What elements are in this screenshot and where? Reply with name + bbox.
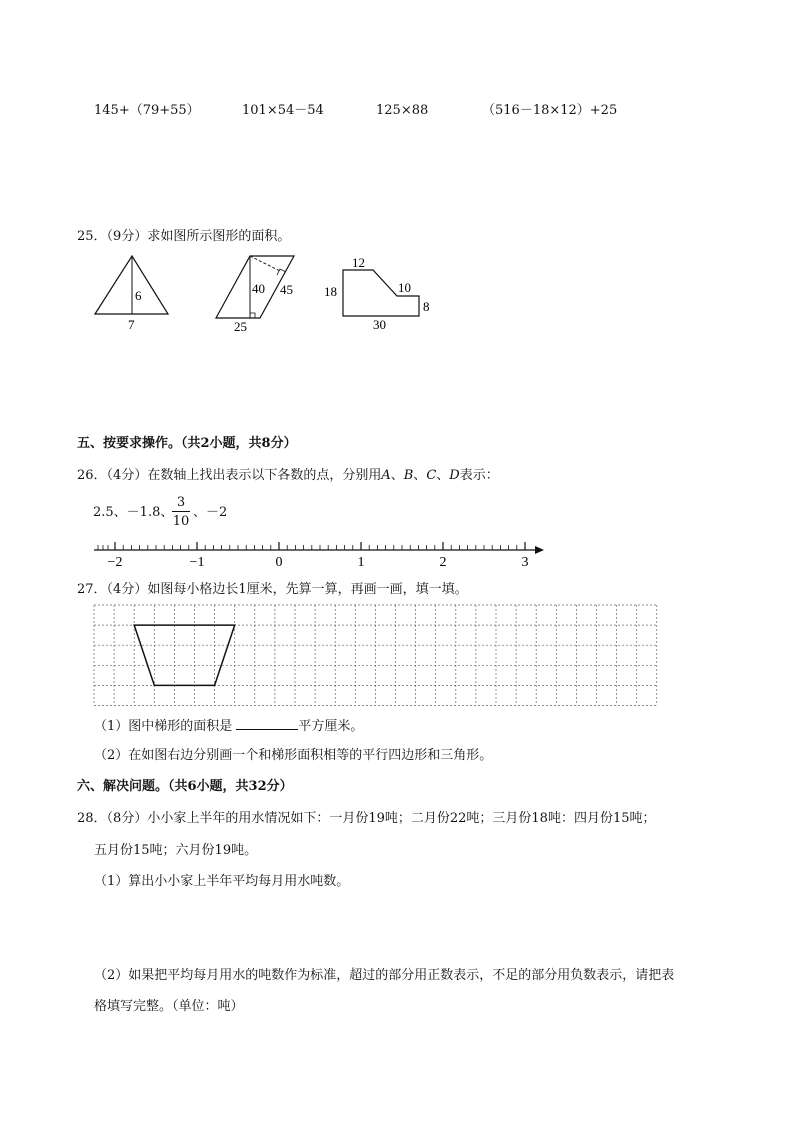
composite-right-label: 8 [423, 299, 430, 314]
q26-title: 26．（4分）在数轴上找出表示以下各数的点，分别用A、B、C、D表示： [77, 468, 499, 483]
section6-heading: 六、解决问题。（共6小题，共32分） [77, 779, 293, 794]
q26-numbers-prefix: 2.5、－1.8、 [93, 505, 174, 520]
q28-sub2-line2: 格填写完整。（单位：吨） [94, 999, 244, 1014]
q25-title: 25．（9分）求如图所示图形的面积。 [77, 229, 291, 244]
q27-sub1-prefix: （1）图中梯形的面积是 [94, 719, 233, 734]
q26-title-prefix: 26．（4分）在数轴上找出表示以下各数的点，分别用 [77, 468, 382, 483]
section5-heading: 五、按要求操作。（共2小题，共8分） [77, 436, 297, 451]
number-line-label: −1 [189, 555, 205, 570]
number-line-label: 2 [439, 555, 447, 570]
q25-figures [0, 250, 794, 350]
composite-figure [324, 255, 430, 332]
q26-letter-a: A [381, 468, 391, 483]
q26-letter-c: C [426, 468, 437, 483]
parallelogram-figure [216, 256, 294, 334]
triangle-height-label: 6 [135, 288, 142, 303]
trapezoid-shape [134, 625, 235, 685]
q26-numbers-suffix: 、－2 [193, 505, 228, 520]
number-line-arrow [535, 546, 544, 554]
calc-item-2: 101×54－54 [242, 103, 324, 118]
composite-bottom-label: 30 [373, 317, 386, 332]
q26-fraction-numerator: 3 [176, 495, 186, 510]
composite-left-label: 18 [324, 284, 337, 299]
number-line-label: 3 [521, 555, 529, 570]
q28-sub1: （1）算出小小家上半年平均每月用水吨数。 [94, 874, 350, 889]
parallelogram-base-label: 25 [234, 319, 247, 334]
q28-line2: 五月份15吨；六月份19吨。 [94, 843, 258, 858]
composite-top-label: 12 [352, 255, 365, 270]
q27-answer-blank[interactable] [236, 718, 298, 730]
q28-sub2-line1: （2）如果把平均每月用水的吨数作为标准，超过的部分用正数表示，不足的部分用负数表示，请把表 [94, 968, 675, 983]
q26-fraction-bar [172, 511, 190, 512]
q27-title: 27．（4分）如图每小格边长1厘米，先算一算，再画一画，填一填。 [77, 582, 468, 597]
q28-line1: 28．（8分）小小家上半年的用水情况如下：一月份19吨；二月份22吨；三月份18吨：四月份15吨； [77, 811, 656, 826]
number-line-label: 0 [275, 555, 283, 570]
q27-grid [0, 600, 794, 710]
triangle-figure [95, 256, 168, 332]
q26-letter-d: D [449, 468, 460, 483]
q27-sub1-suffix: 平方厘米。 [298, 719, 364, 734]
number-line [0, 535, 794, 575]
q27-sub2: （2）在如图右边分别画一个和梯形面积相等的平行四边形和三角形。 [94, 748, 493, 763]
calc-item-1: 145+（79+55） [94, 103, 200, 118]
parallelogram-height-label: 40 [252, 281, 265, 296]
q26-fraction-denominator: 10 [172, 514, 190, 529]
calc-item-4: （516－18×12）+25 [482, 103, 618, 118]
number-line-label: −2 [107, 555, 123, 570]
q27-sub1 [94, 718, 363, 733]
number-line-label: 1 [357, 555, 365, 570]
calc-item-3: 125×88 [376, 103, 429, 118]
q26-title-suffix: 表示： [459, 468, 499, 483]
parallelogram-side-label: 45 [280, 282, 293, 297]
triangle-base-label: 7 [128, 317, 135, 332]
composite-step-label: 10 [398, 280, 411, 295]
q26-letter-b: B [403, 468, 414, 483]
